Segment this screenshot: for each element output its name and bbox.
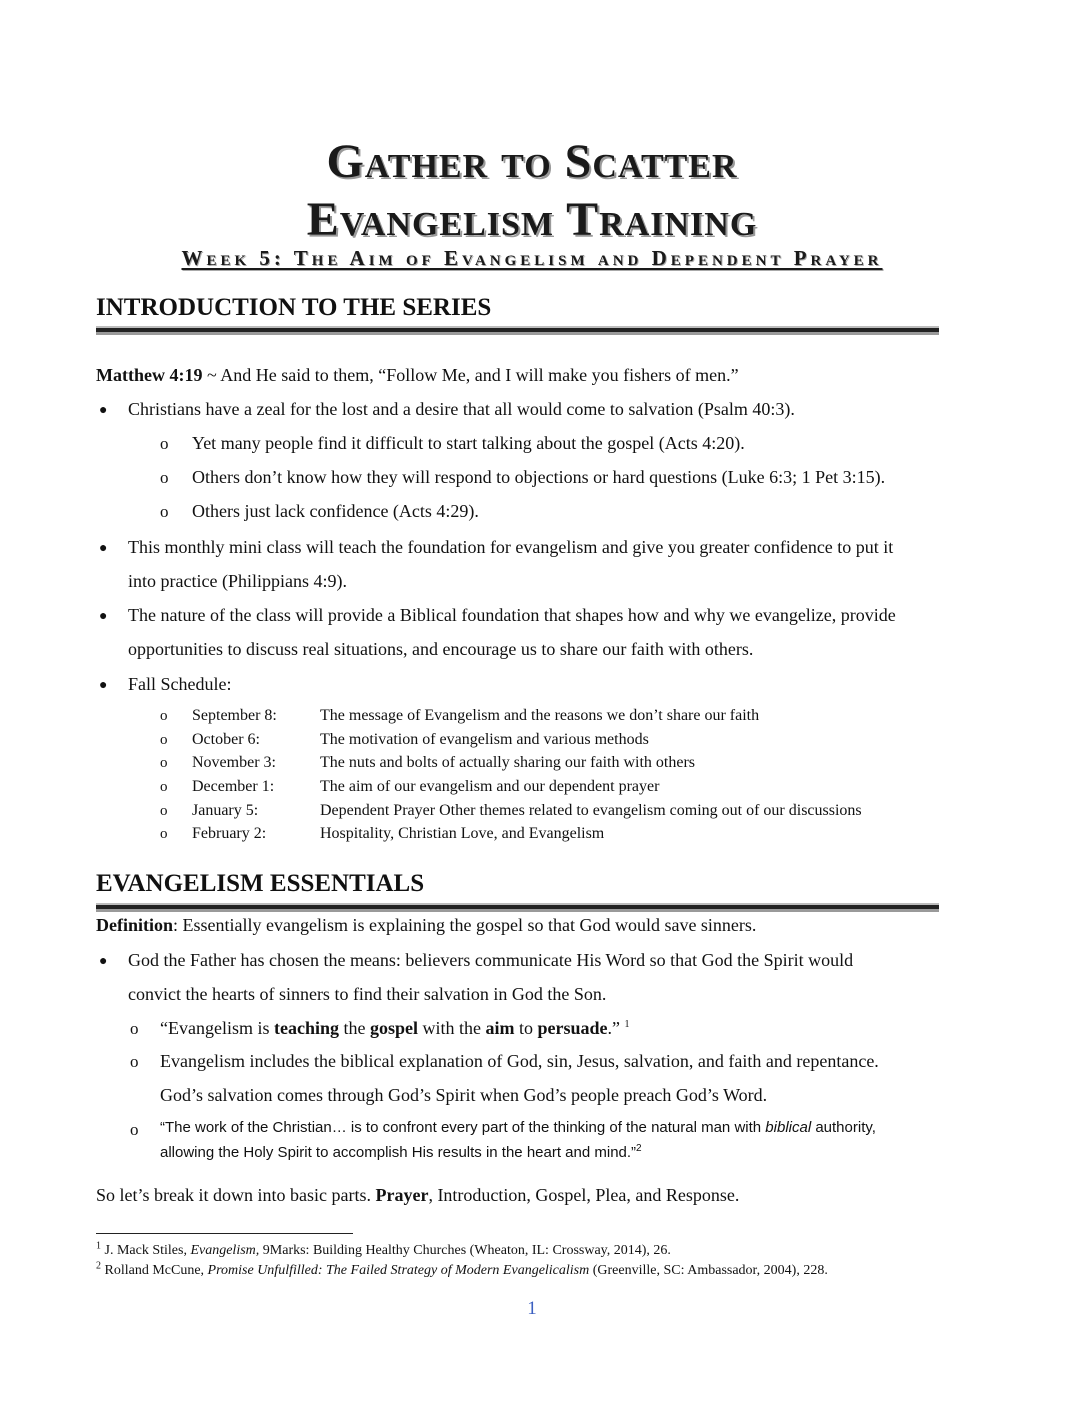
- schedule-topic: The nuts and bolts of actually sharing our faith with others: [320, 754, 696, 771]
- circle-bullet-icon: o: [160, 502, 169, 521]
- list-item: Others don’t know how they will respond to objections or hard questions (Luke 6:3; 1 Pet 3:15).: [192, 467, 886, 487]
- bullet-icon: ●: [99, 541, 108, 556]
- definition-text: : Essentially evangelism is explaining the gospel so that God would save sinners.: [173, 915, 757, 935]
- list-item-continuation: opportunities to discuss real situations, and encourage us to share our faith with others.: [128, 639, 754, 659]
- section-rule: [96, 905, 939, 909]
- list-item: Christians have a zeal for the lost and a desire that all would come to salvation (Psalm 40:3).: [128, 399, 795, 419]
- list-item-continuation: convict the hearts of sinners to find their salvation in God the Son.: [128, 984, 607, 1004]
- section-heading-essentials: EVANGELISM ESSENTIALS: [96, 870, 425, 897]
- list-item-continuation: into practice (Philippians 4:9).: [128, 571, 347, 591]
- circle-bullet-icon: o: [130, 1120, 139, 1139]
- definition-line: [96, 915, 756, 937]
- page-number: 1: [527, 1298, 537, 1319]
- verse-text: ~ And He said to them, “Follow Me, and I will make you fishers of men.”: [202, 365, 739, 385]
- definition-label: Definition: [96, 915, 174, 935]
- document-subtitle: Week 5: The Aim of Evangelism and Dependent Prayer: [181, 246, 883, 270]
- quote-mccune-line2: allowing the Holy Spirit to accomplish His results in the heart and mind.”$^2$: [160, 1143, 642, 1161]
- circle-bullet-icon: o: [160, 434, 169, 453]
- footnote-ref: 1: [624, 1019, 630, 1030]
- footnote-1: $^1$ J. Mack Stiles, Evangelism, 9Marks: Building Healthy Churches (Wheaton, IL: Crossway, 2014), 26.: [96, 1240, 671, 1258]
- circle-bullet-icon: o: [160, 732, 168, 748]
- verse-line: [96, 365, 739, 387]
- bullet-icon: ●: [99, 678, 108, 693]
- quote-stiles: “Evangelism is teaching the gospel with the aim to persuade.” $^1$: [160, 1018, 630, 1038]
- circle-bullet-icon: o: [160, 779, 168, 795]
- schedule-date: September 8:: [192, 707, 277, 724]
- circle-bullet-icon: o: [130, 1052, 139, 1071]
- list-item: The nature of the class will provide a Biblical foundation that shapes how and why we evangelize, provide: [128, 605, 896, 625]
- schedule-topic: Dependent Prayer Other themes related to evangelism coming out of our discussions: [320, 802, 862, 819]
- document-title-line2: Evangelism Training: [306, 193, 758, 246]
- list-item: Yet many people find it difficult to start talking about the gospel (Acts 4:20).: [192, 433, 745, 453]
- bullet-icon: ●: [99, 609, 108, 624]
- list-item: Others just lack confidence (Acts 4:29).: [192, 501, 479, 521]
- closing-line: So let’s break it down into basic parts. Prayer, Introduction, Gospel, Plea, and Response.: [96, 1185, 740, 1205]
- circle-bullet-icon: o: [160, 826, 168, 842]
- footnote-divider: [96, 1233, 353, 1234]
- document-title-line1: Gather to Scatter: [326, 135, 738, 188]
- list-item: Evangelism includes the biblical explanation of God, sin, Jesus, salvation, and faith and repentance.: [160, 1051, 879, 1071]
- circle-bullet-icon: o: [160, 708, 168, 724]
- quote-mccune-line1: “The work of the Christian… is to confront every part of the thinking of the natural man with biblical authority,: [160, 1119, 876, 1136]
- schedule-date: February 2:: [192, 825, 267, 842]
- schedule-date: October 6:: [192, 731, 260, 748]
- footnote-ref: 2: [636, 1143, 642, 1154]
- schedule-topic: The aim of our evangelism and our dependent prayer: [320, 778, 660, 795]
- circle-bullet-icon: o: [130, 1019, 139, 1038]
- schedule-date: November 3:: [192, 754, 276, 771]
- section-rule: [96, 328, 939, 332]
- section-heading-introduction: INTRODUCTION TO THE SERIES: [96, 294, 492, 321]
- footnote-2: $^2$ Rolland McCune, Promise Unfulfilled: The Failed Strategy of Modern Evangelicalism (Greenville, SC: Ambassador, 2004), 228.: [96, 1260, 828, 1278]
- list-item: Fall Schedule:: [128, 674, 232, 694]
- bullet-icon: ●: [99, 403, 108, 418]
- list-item: God the Father has chosen the means: believers communicate His Word so that God the Spirit would: [128, 950, 854, 970]
- schedule-date: January 5:: [192, 802, 259, 819]
- list-item: This monthly mini class will teach the foundation for evangelism and give you greater confidence to put it: [128, 537, 894, 557]
- schedule-date: December 1:: [192, 778, 275, 795]
- schedule-topic: Hospitality, Christian Love, and Evangelism: [320, 825, 605, 842]
- schedule-topic: The message of Evangelism and the reasons we don’t share our faith: [320, 707, 760, 724]
- circle-bullet-icon: o: [160, 468, 169, 487]
- circle-bullet-icon: o: [160, 803, 168, 819]
- bullet-icon: ●: [99, 954, 108, 969]
- list-item-continuation: God’s salvation comes through God’s Spirit when God’s people preach God’s Word.: [160, 1085, 768, 1105]
- schedule-topic: The motivation of evangelism and various methods: [320, 731, 649, 748]
- verse-reference: Matthew 4:19: [96, 365, 203, 385]
- circle-bullet-icon: o: [160, 755, 168, 771]
